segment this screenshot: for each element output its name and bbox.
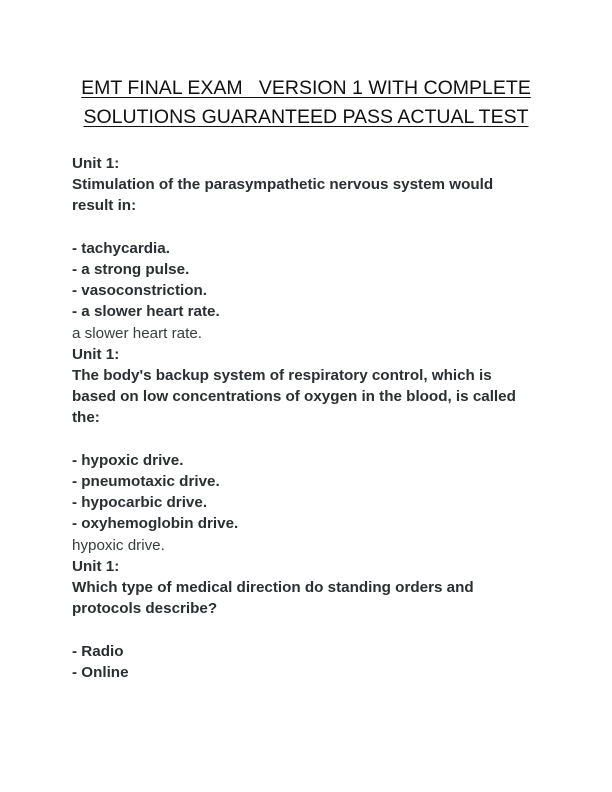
question-stem-line: The body's backup system of respiratory control, which is (72, 367, 492, 385)
unit-label: Unit 1: (72, 345, 120, 363)
question-stem-line: Stimulation of the parasympathetic nervous system would (72, 176, 494, 194)
question-stem-line: protocols describe? (72, 600, 218, 618)
document-title (40, 74, 572, 132)
correct-answer: hypoxic drive. (72, 536, 165, 554)
answer-option: - Radio (72, 642, 124, 660)
answer-option: - a strong pulse. (72, 261, 190, 278)
question-block (72, 556, 552, 683)
unit-label: Unit 1: (72, 557, 120, 575)
answer-option: - tachycardia. (72, 239, 170, 257)
correct-answer: a slower heart rate. (72, 324, 202, 342)
answer-option: - pneumotaxic drive. (72, 473, 220, 491)
answer-option: - vasoconstriction. (72, 282, 208, 300)
unit-label: Unit 1: (72, 155, 120, 172)
title-line-1: EMT FINAL EXAM VERSION 1 WITH COMPLETE (81, 77, 531, 99)
answer-option: - oxyhemoglobin drive. (72, 515, 239, 533)
question-stem-line: result in: (72, 197, 137, 215)
blank-line (72, 217, 552, 238)
answer-option: - Online (72, 663, 129, 681)
answer-option: - a slower heart rate. (72, 303, 220, 321)
question-stem-line: Which type of medical direction do standing orders and (72, 579, 474, 597)
answer-option: - hypoxic drive. (72, 451, 184, 469)
answer-option: - hypocarbic drive. (72, 494, 208, 512)
blank-line (72, 429, 552, 450)
question-list (72, 153, 552, 683)
question-stem-line: based on low concentrations of oxygen in the blood, is called (72, 388, 516, 406)
blank-line (72, 619, 552, 640)
question-block (72, 153, 552, 344)
title-line-2: SOLUTIONS GUARANTEED PASS ACTUAL TEST (83, 106, 529, 128)
question-stem-line: the: (72, 409, 100, 427)
question-block (72, 344, 552, 556)
